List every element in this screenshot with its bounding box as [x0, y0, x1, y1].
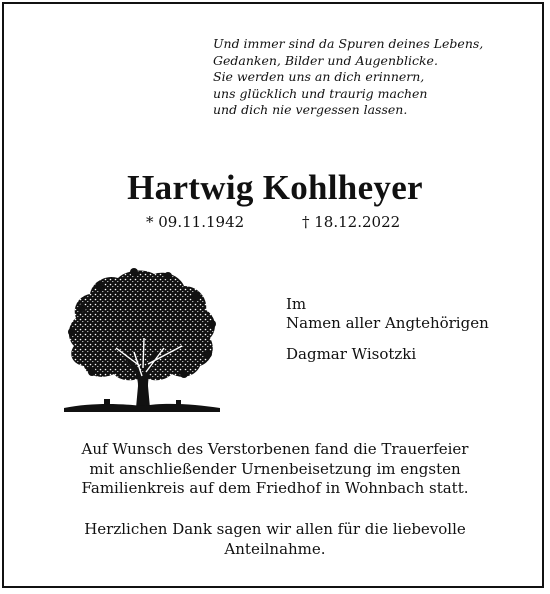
poem-line: und dich nie vergessen lassen.	[213, 102, 408, 117]
poem	[213, 36, 533, 119]
notice-line: Familienkreis auf dem Friedhof in Wohnbach statt.	[81, 479, 469, 497]
thanks-line: Anteilnahme.	[224, 539, 326, 558]
signers-line: Im	[286, 295, 307, 313]
poem-line: Und immer sind da Spuren deines Lebens,	[213, 36, 484, 51]
poem-line: uns glücklich und traurig machen	[213, 85, 428, 101]
funeral-notice	[0, 440, 550, 499]
notice-line: Auf Wunsch des Verstorbenen fand die Trauerfeier	[81, 440, 469, 458]
poem-line: Sie werden uns an dich erinnern,	[213, 69, 425, 84]
birth-date: * 09.11.1942	[146, 213, 245, 231]
death-date: † 18.12.2022	[302, 213, 401, 231]
deceased-name: Hartwig Kohlheyer	[127, 168, 423, 207]
thanks-line: Herzlichen Dank sagen wir allen für die liebevolle	[84, 520, 466, 538]
signers-line: Namen aller Angtehörigen	[286, 314, 489, 332]
poem-line: Gedanken, Bilder und Augenblicke.	[213, 52, 438, 68]
signer-name: Dagmar Wisotzki	[286, 345, 417, 363]
tree-icon	[64, 268, 220, 416]
thanks-message	[0, 520, 550, 559]
notice-line: mit anschließender Urnenbeisetzung im engsten	[89, 459, 461, 478]
signers-block	[286, 295, 526, 364]
